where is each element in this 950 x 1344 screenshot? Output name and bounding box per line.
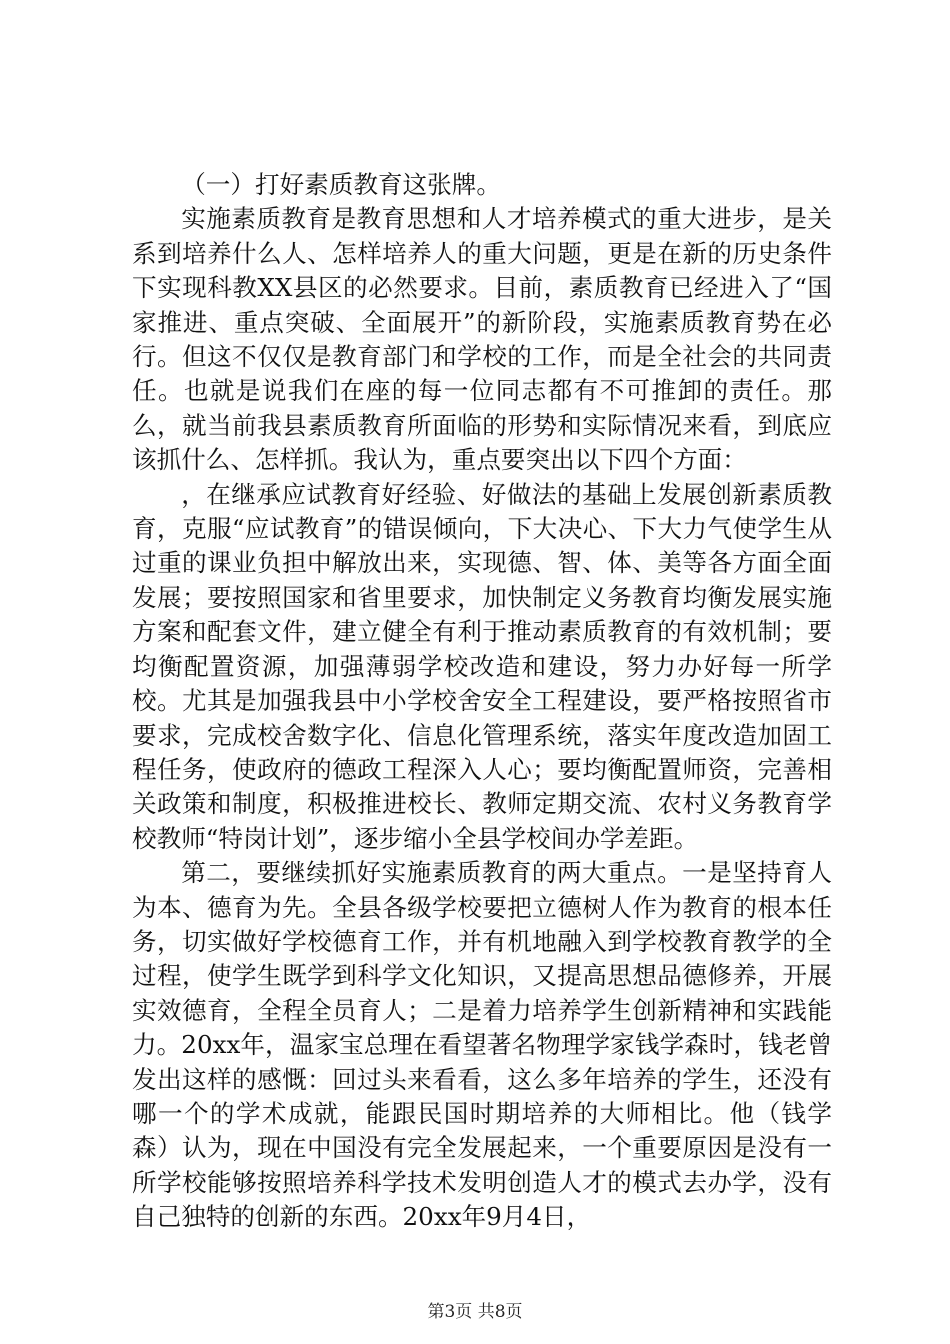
document-body	[132, 168, 832, 1235]
page-footer	[0, 1302, 950, 1322]
paragraph-second-point: 第二，要继续抓好实施素质教育的两大重点。一是坚持育人为本、德育为先。全县各级学校要把立德树人作为教育的根本任务，切实做好学校德育工作，并有机地融入到学校教育教学的全过程，使学生既学到科学文化知识，又提高思想品德修养，开展实效德育，全程全员育人；二是着力培养学生创新精神和实践能力。20xx年，温家宝总理在看望著名物理学家钱学森时，钱老曾发出这样的感慨：回过头来看看，这么多年培养的学生，还没有哪一个的学术成就，能跟民国时期培养的大师相比。他（钱学森）认为，现在中国没有完全发展起来，一个重要原因是没有一所学校能够按照培养科学技术发明创造人才的模式去办学，没有自己独特的创新的东西。20xx年9月4日，	[132, 858, 832, 1232]
paragraph-intro: 实施素质教育是教育思想和人才培养模式的重大进步，是关系到培养什么人、怎样培养人的重大问题，更是在新的历史条件下实现科教XX县区的必然要求。目前，素质教育已经进入了“国家推进、重点突破、全面展开”的新阶段，实施素质教育势在必行。但这不仅仅是教育部门和学校的工作，而是全社会的共同责任。也就是说我们在座的每一位同志都有不可推卸的责任。那么，就当前我县素质教育所面临的形势和实际情况来看，到底应该抓什么、怎样抓。我认为，重点要突出以下四个方面：	[132, 204, 832, 475]
page-number: 第3页 共8页	[427, 1302, 523, 1322]
section-heading: （一）打好素质教育这张牌。	[181, 170, 501, 199]
paragraph-first-point: ，在继承应试教育好经验、好做法的基础上发展创新素质教育，克服“应试教育”的错误倾向，下大决心、下大力气使学生从过重的课业负担中解放出来，实现德、智、体、美等各方面全面发展；要按照国家和省里要求，加快制定义务教育均衡发展实施方案和配套文件，建立健全有利于推动素质教育的有效机制；要均衡配置资源，加强薄弱学校改造和建设，努力办好每一所学校。尤其是加强我县中小学校舍安全工程建设，要严格按照省市要求，完成校舍数字化、信息化管理系统，落实年度改造加固工程任务，使政府的德政工程深入人心；要均衡配置师资，完善相关政策和制度，积极推进校长、教师定期交流、农村义务教育学校教师“特岗计划”，逐步缩小全县学校间办学差距。	[132, 479, 832, 853]
